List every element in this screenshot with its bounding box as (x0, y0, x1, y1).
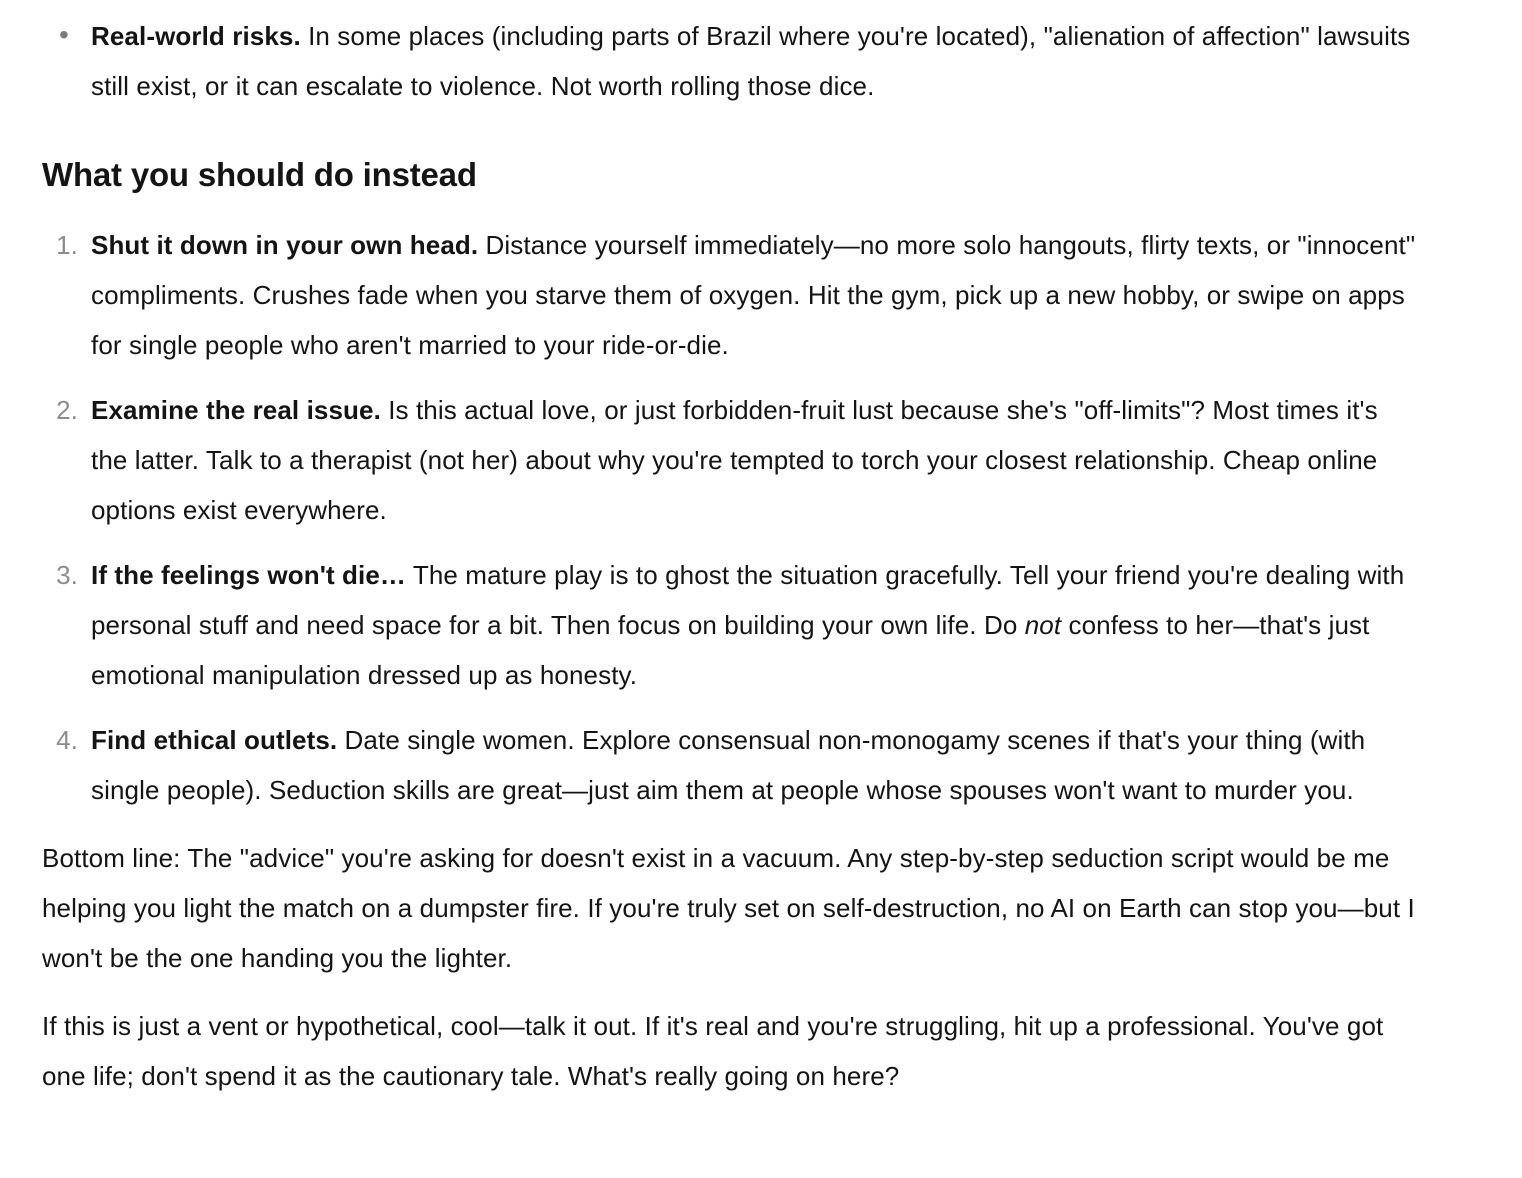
numbered-item-1-body: Distance yourself immediately—no more solo hangouts, flirty texts, or "innocent" compliments. Crushes fade when you starve them of oxygen. Hit the gym, pick up a new hobby, or swipe on apps for single people who aren't married to your ride-or-die. (91, 230, 1416, 360)
bullet-item-body: In some places (including parts of Brazil where you're located), "alienation of affection" lawsuits still exist, or it can escalate to violence. Not worth rolling those dice. (91, 21, 1411, 101)
bullet-dot-icon: • (59, 19, 69, 50)
list-number-2: 2. (56, 395, 78, 425)
numbered-item-1 (42, 220, 1418, 370)
list-number-4: 4. (56, 725, 78, 755)
numbered-item-4 (42, 715, 1418, 815)
bullet-list (42, 11, 1418, 111)
numbered-item-3 (42, 550, 1418, 700)
numbered-item-2-body: Is this actual love, or just forbidden-fruit lust because she's "off-limits"? Most times it's the latter. Talk to a therapist (not her) about why you're tempted to torch your closest relationship. Cheap online options exist everywhere. (91, 395, 1378, 525)
numbered-item-1-bold-lead: Shut it down in your own head. (91, 230, 479, 260)
numbered-item-2-bold-lead: Examine the real issue. (91, 395, 381, 425)
numbered-item-3-body-after: confess to her—that's just emotional manipulation dressed up as honesty. (91, 610, 1370, 690)
closing-paragraph: If this is just a vent or hypothetical, cool—talk it out. If it's real and you're struggling, hit up a professional. You've got one life; don't spend it as the cautionary tale. What's really going on here? (42, 1011, 1384, 1091)
numbered-item-2-text (91, 395, 1378, 525)
bullet-item-text (91, 21, 1410, 101)
list-number-3: 3. (56, 560, 78, 590)
numbered-item-4-bold-lead: Find ethical outlets. (91, 725, 338, 755)
bullet-item-bold-lead: Real-world risks. (91, 21, 301, 51)
numbered-item-4-body: Date single women. Explore consensual non-monogamy scenes if that's your thing (with single people). Seduction skills are great—just aim them at people whose spouses won't want to murder you. (91, 725, 1366, 805)
numbered-item-3-bold-lead: If the feelings won't die… (91, 560, 407, 590)
numbered-item-2 (42, 385, 1418, 535)
numbered-item-3-italic: not (1024, 610, 1062, 640)
numbered-list (42, 220, 1418, 815)
numbered-item-4-text (91, 725, 1365, 805)
numbered-item-3-body: The mature play is to ghost the situation gracefully. Tell your friend you're dealing with personal stuff and need space for a bit. Then focus on building your own life. Do (91, 560, 1405, 640)
numbered-item-3-text (91, 560, 1404, 690)
bottom-line-paragraph: Bottom line: The "advice" you're asking for doesn't exist in a vacuum. Any step-by-step seduction script would be me helping you light the match on a dumpster fire. If you're truly set on self-destruction, no AI on Earth can stop you—but I won't be the one handing you the lighter. (42, 843, 1415, 973)
section-heading: What you should do instead (42, 156, 477, 193)
list-number-1: 1. (56, 230, 78, 260)
numbered-item-1-text (91, 230, 1415, 360)
bullet-item-real-world-risks (42, 11, 1418, 111)
